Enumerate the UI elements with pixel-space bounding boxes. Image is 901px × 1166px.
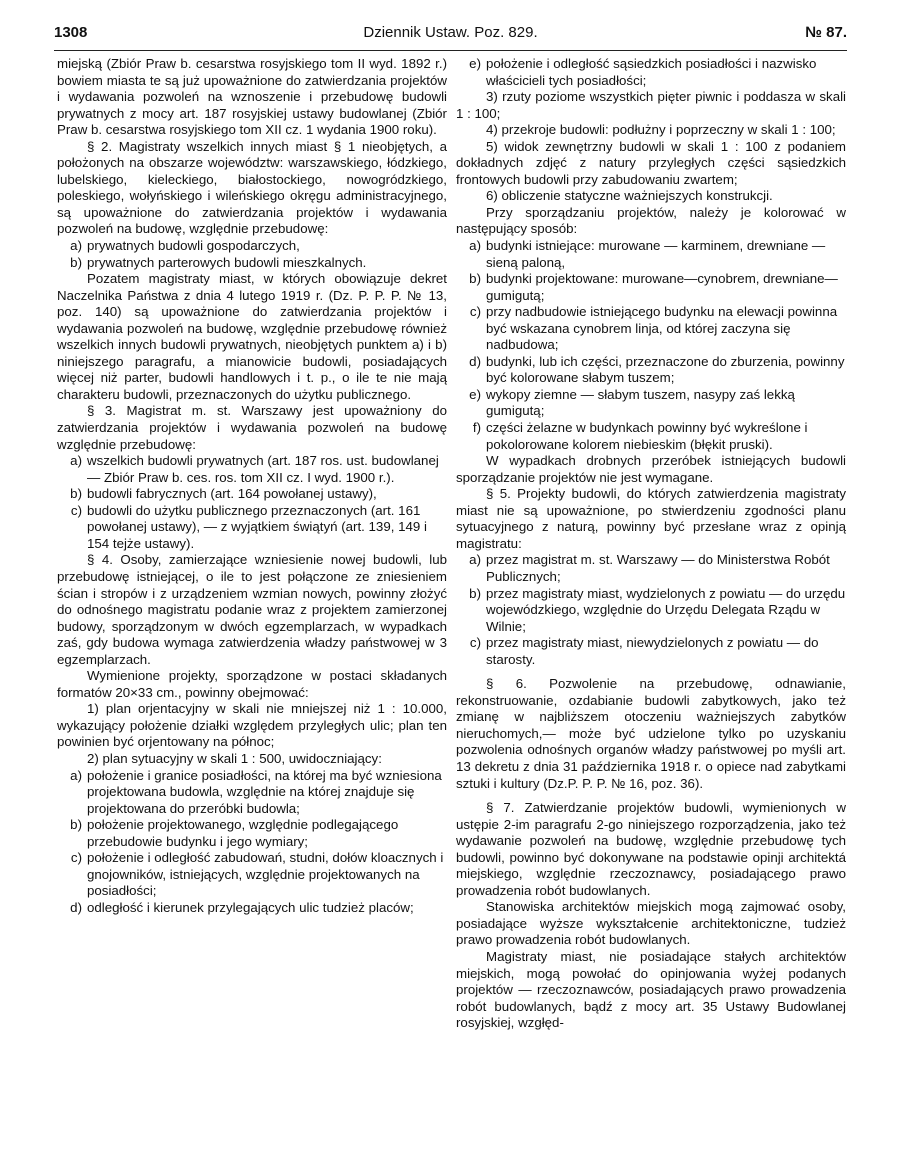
list-marker: b)	[70, 817, 82, 833]
list-item	[456, 586, 846, 636]
list-item	[57, 503, 447, 553]
list-item	[57, 453, 447, 486]
list-marker: b)	[469, 271, 481, 287]
list-marker: c)	[70, 850, 82, 866]
paragraph: W wypadkach drobnych przeróbek istniejących budowli sporządzanie projektów nie jest wymagane.	[456, 453, 846, 485]
list-marker: f)	[472, 420, 481, 436]
paragraph: Przy sporządzaniu projektów, należy je kolorować w następujący sposób:	[456, 204, 846, 237]
list-text: budynki projektowane: murowane—cynobrem, drewniane—gumigutą;	[486, 271, 838, 303]
paragraph: miejską (Zbiór Praw b. cesarstwa rosyjskiego tom II wyd. 1892 r.) bowiem miasta te są już upoważnione do zatwierdzania projektów i wydawania pozwoleń na wznoszenie i przebudowę budowli prywatnych z mocy art. 187 rosyjskiej ustawy budowlanej (Zbiór Praw b. cesarstwa rosyjskiego tom XII cz. 1 wydania 1900 roku).	[57, 56, 447, 138]
list-text: części żelazne w budynkach powinny być wykreślone i pokolorowane kolorem niebieskim (błękit pruski).	[486, 420, 808, 452]
list-text: odległość i kierunek przylegających ulic tudzież placów;	[87, 899, 414, 915]
list-marker: e)	[469, 56, 481, 71]
list-text: budowli fabrycznych (art. 164 powołanej ustawy),	[87, 486, 377, 502]
paragraph: 2) plan sytuacyjny w skali 1 : 500, uwidoczniający:	[87, 750, 382, 766]
list-marker: c)	[469, 304, 481, 320]
list-item	[57, 900, 447, 917]
list-text: budynki istniejące: murowane — karminem, drewniane — sieną paloną,	[486, 238, 826, 270]
list-text: wykopy ziemne — słabym tuszem, nasypy zaś lekką gumigutą;	[486, 386, 795, 419]
list-item	[456, 635, 846, 668]
list-marker: b)	[70, 486, 82, 502]
paragraph: Wymienione projekty, sporządzone w postaci składanych formatów 20×33 cm., powinny obejmować:	[57, 668, 447, 700]
paragraph: § 3. Magistrat m. st. Warszawy jest upoważniony do zatwierdzania projektów i wydawania pozwoleń na budowę względnie przebudowę:	[57, 403, 447, 452]
paragraph: 3) rzuty poziome wszystkich pięter piwnic i poddasza w skali 1 : 100;	[456, 89, 846, 121]
issue-number: № 87.	[805, 24, 847, 41]
list-item	[456, 354, 846, 387]
page-header	[54, 24, 847, 48]
list-marker: e)	[469, 386, 481, 402]
list-marker: d)	[70, 899, 82, 915]
list-text: położenie projektowanego, względnie podlegającego przebudowie budynku i jego wymiary;	[87, 817, 399, 849]
list-text: przez magistraty miast, wydzielonych z powiatu — do urzędu wojewódzkiego, względnie do Urzędu Delegata Rządu w Wilnie;	[486, 585, 846, 634]
list-item	[57, 255, 447, 272]
list-marker: c)	[70, 502, 82, 518]
list-item	[57, 850, 447, 900]
paragraph: Stanowiska architektów miejskich mogą zajmować osoby, posiadające wyższe wykształcenie architektoniczne, tudzież prawo prowadzenia robót budowlanych.	[456, 899, 846, 948]
journal-title: Dziennik Ustaw. Poz. 829.	[363, 24, 538, 41]
list-text: przez magistraty miast, niewydzielonych z powiatu — do starosty.	[486, 635, 819, 667]
paragraph: § 7. Zatwierdzanie projektów budowli, wymienionych w ustępie 2-im paragrafu 2-go niniejszego rozporządzenia, jako też wydawanie pozwoleń na budowę, względnie przebudowę tych budowli, powinno być dokonywane na podstawie opinji architektá miejskiego, względnie rzeczoznawcy, posiadającego prawo prowadzenia robót budowlanych.	[456, 800, 846, 898]
list-text: prywatnych parterowych budowli mieszkalnych.	[87, 254, 367, 270]
list-item	[456, 387, 846, 420]
list-text: prywatnych budowli gospodarczych,	[87, 238, 300, 254]
paragraph: Pozatem magistraty miast, w których obowiązuje dekret Naczelnika Państwa z dnia 4 lutego 1919 r. (Dz. P. P. P. № 13, poz. 140) są upoważnione do zatwierdzania projektów i wydawania pozwoleń na budowę, względnie przebudowę również wszelkich innych budowli prywatnych, nieobjętych punktem a) i b) niniejszego paragrafu, a mianowicie budowli, posiadających więcej niż parter, budowli handlowych i t. p., o ile te nie mają charakteru budowli, przeznaczonych do użytku publicznego.	[57, 271, 447, 402]
list-item	[57, 817, 447, 850]
list-marker: b)	[70, 254, 82, 270]
list-item	[456, 304, 846, 354]
list-item	[456, 271, 846, 304]
header-divider	[54, 50, 847, 51]
list-text: wszelkich budowli prywatnych (art. 187 ros. ust. budowlanej — Zbiór Praw b. ces. ros. tom XII cz. I wyd. 1900 r.).	[87, 453, 439, 485]
paragraph: § 2. Magistraty wszelkich innych miast § 1 nieobjętych, a położonych na obszarze województw: warszawskiego, łódzkiego, lubelskiego, kieleckiego, białostockiego, nowogródzkiego, poleskiego, wołyńskiego i wileńskiego okręgu administracyjnego, są upoważnione do zatwierdzania projektów i wydawania pozwoleń na budowę, względnie przebudowę:	[57, 138, 447, 237]
paragraph: 6) obliczenie statyczne ważniejszych konstrukcji.	[486, 188, 773, 204]
list-item	[456, 56, 846, 89]
list-item	[456, 420, 846, 453]
list-marker: c)	[469, 635, 481, 651]
paragraph: 4) przekroje budowli: podłużny i poprzeczny w skali 1 : 100;	[486, 122, 836, 138]
list-item	[456, 238, 846, 271]
list-item	[57, 768, 447, 818]
list-marker: b)	[469, 585, 481, 601]
list-marker: a)	[469, 238, 481, 254]
list-item	[57, 486, 447, 503]
list-item	[456, 552, 846, 585]
list-text: przez magistrat m. st. Warszawy — do Ministerstwa Robót Publicznych;	[486, 552, 830, 584]
list-text: budynki, lub ich części, przeznaczone do zburzenia, powinny być kolorowane słabym tuszem;	[486, 353, 845, 386]
left-column	[57, 56, 447, 916]
list-text: położenie i granice posiadłości, na której ma być wzniesiona projektowana budowla, względnie na której znajduje się projektowana do przeróbki budowla;	[87, 767, 442, 816]
paragraph: § 5. Projekty budowli, do których zatwierdzenia magistraty miast nie są upoważnione, po stwierdzeniu zgodności planu sytuacyjnego z naturą, powinny być przesłane wraz z opinją magistratu:	[456, 486, 846, 551]
list-item	[57, 238, 447, 255]
list-marker: a)	[70, 453, 82, 469]
paragraph: § 6. Pozwolenie na przebudowę, odnawianie, rekonstruowanie, ozdabianie budowli zabytkowych, jako też zmianę w najbliższem otoczeniu ważniejszych zabytków nieruchomych,— może być udzielone tylko po uzyskaniu pozwolenia odnośnych organów władzy państwowej po myśli art. 13 dekretu z dnia 31 października 1918 r. o opiece nad zabytkami sztuki i kultury (Dz.P. P. P. № 16, poz. 36).	[456, 676, 846, 791]
list-text: budowli do użytku publicznego przeznaczonych (art. 161 powołanej ustawy), — z wyjątkiem świątyń (art. 139, 149 i 154 tejże ustawy).	[87, 502, 427, 551]
right-column	[456, 56, 846, 1032]
list-marker: a)	[70, 238, 82, 254]
list-text: położenie i odległość sąsiedzkich posiadłości i nazwisko właścicieli tych posiadłości;	[486, 56, 817, 88]
list-marker: a)	[70, 767, 82, 783]
paragraph: Magistraty miast, nie posiadające stałych architektów miejskich, mogą powołać do opinjowania wyżej podanych projektów — rzeczoznawców, posiadających prawo prowadzenia robót budowlanych, bądź z mocy art. 35 Ustawy Budowlanej rosyjskiej, wzgłęd-	[456, 948, 846, 1031]
paragraph: § 4. Osoby, zamierzające wzniesienie nowej budowli, lub przebudowę istniejącej, o ile to jest połączone ze zniesieniem ścian i stropów i z urządzeniem wzmian nowych, powinny złożyć do odnośnego magistratu podanie wraz z projektem zamierzonej budowy, sporządzonym w dwóch egzemplarzach, w wypadkach zaś, gdy budowa wymaga zatwierdzenia władzy państwowej w 3 egzemplarzach.	[57, 552, 447, 667]
list-marker: a)	[469, 552, 481, 568]
list-text: położenie i odległość zabudowań, studni, dołów kloacznych i gnojowników, istniejących, względnie projektowanych na posiadłości;	[87, 850, 444, 899]
paragraph: 1) plan orjentacyjny w skali nie mniejszej niż 1 : 10.000, wykazujący położenie działki względem przyległych ulic; plan ten powinien być orjentowany na północ;	[57, 701, 447, 750]
page-number: 1308	[54, 24, 88, 41]
list-marker: d)	[469, 353, 481, 369]
list-text: przy nadbudowie istniejącego budynku na elewacji powinna być wskazana cynobrem linja, od której zaczyna się nadbudowa;	[486, 304, 838, 353]
paragraph: 5) widok zewnętrzny budowli w skali 1 : 100 z podaniem dokładnych zdjęć z natury przyległych części sąsiedzkich frontowych budowli przy zabudowaniu zwartem;	[456, 138, 846, 187]
